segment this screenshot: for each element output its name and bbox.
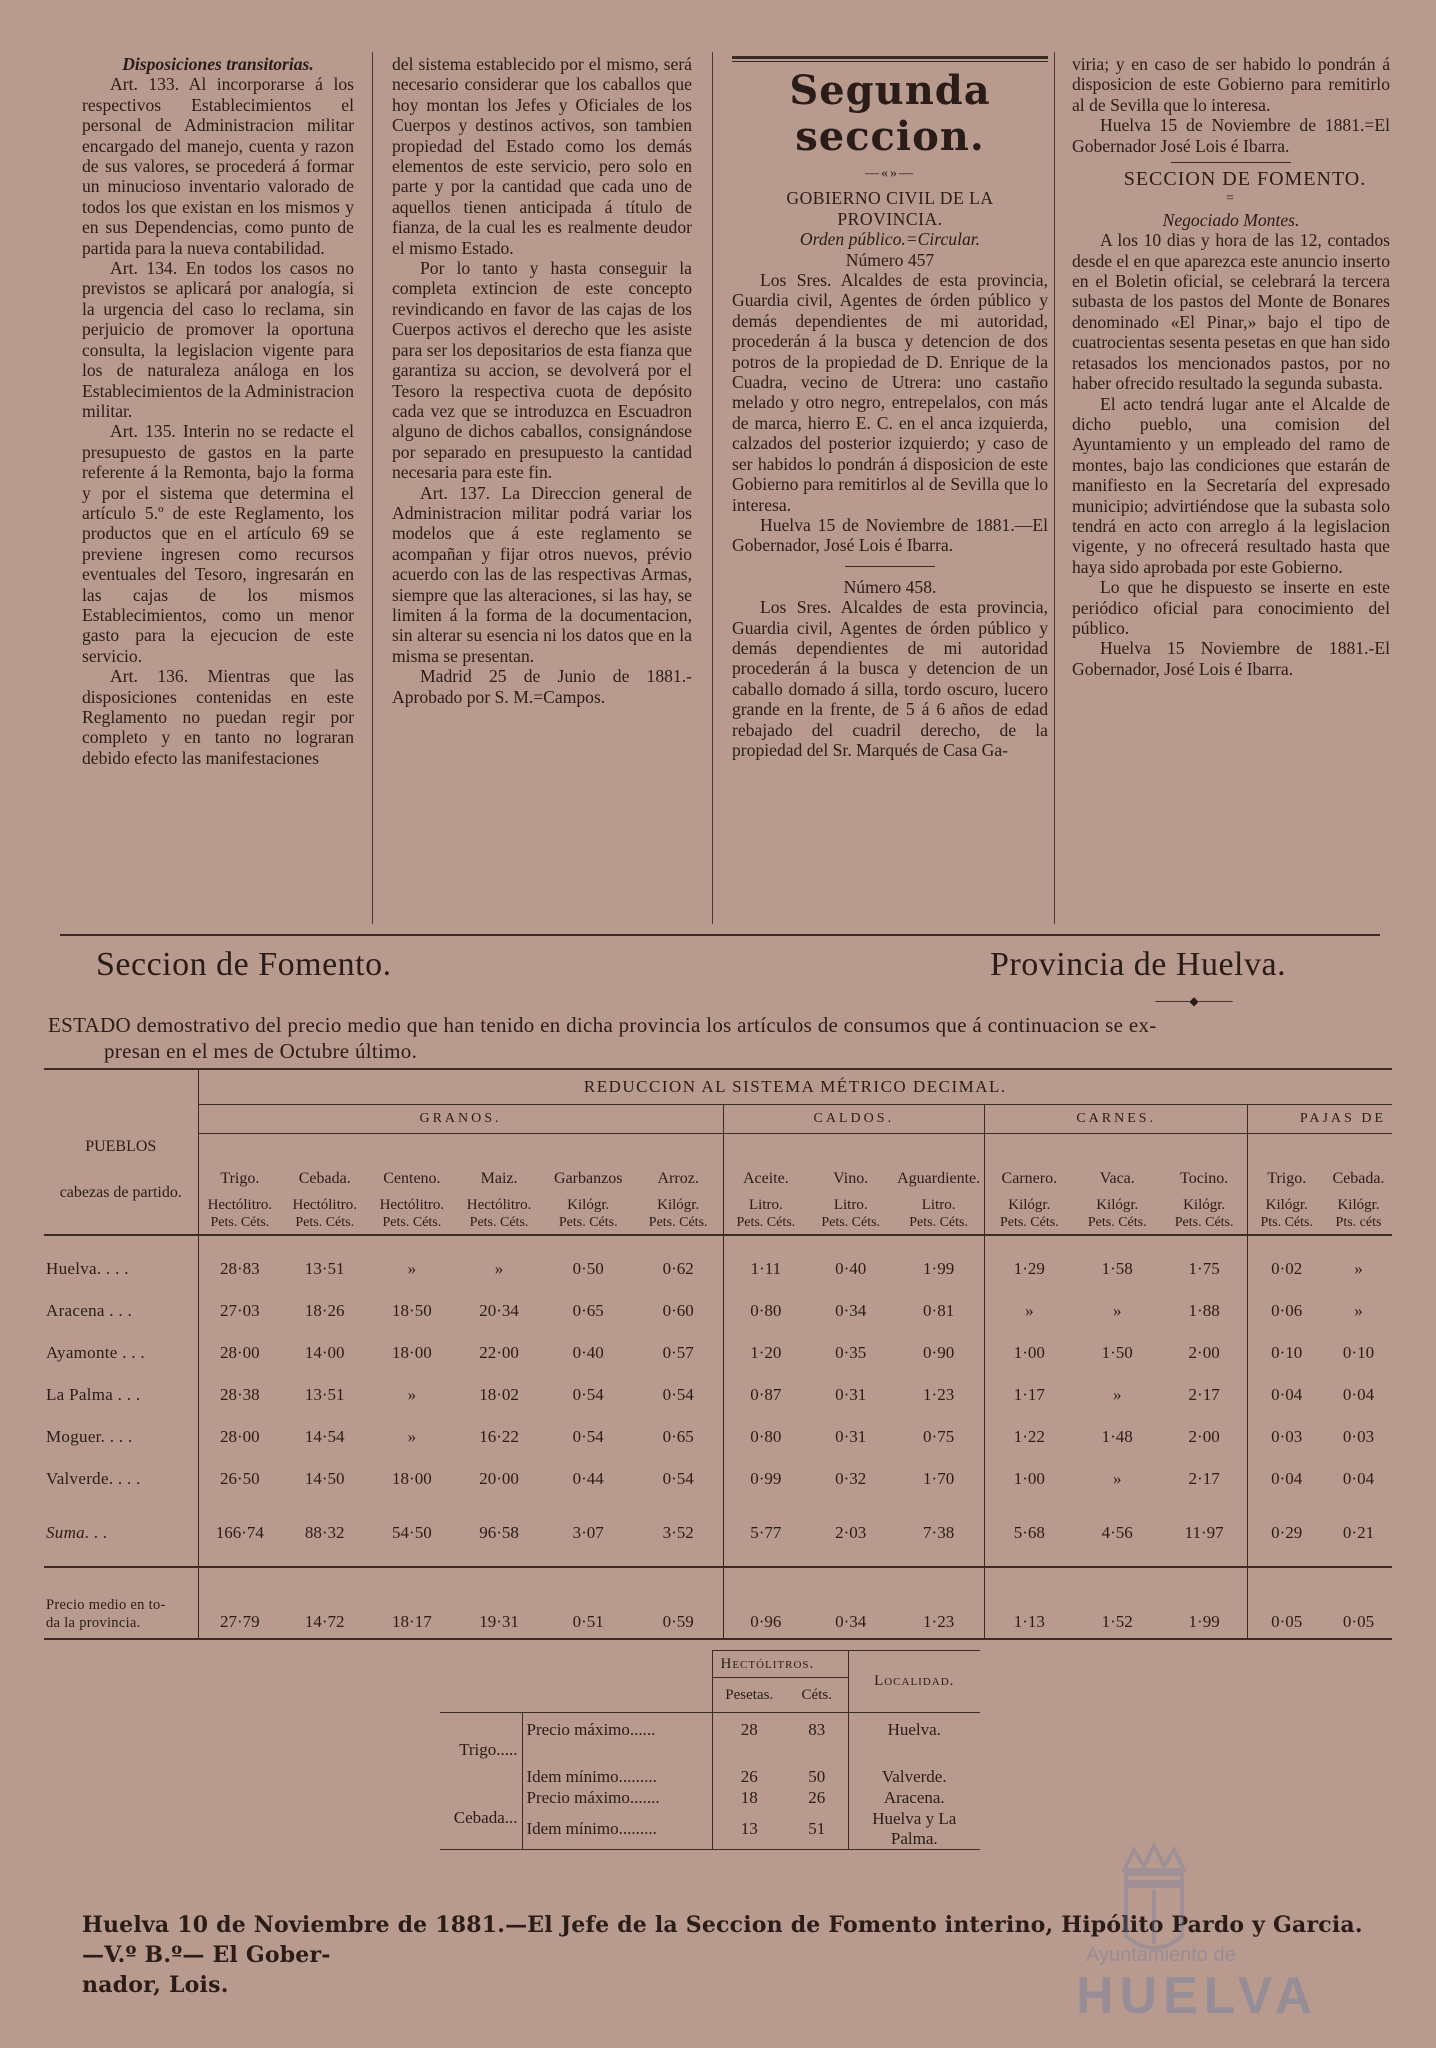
max-min-table xyxy=(440,1650,980,1850)
table-cell: 0·34 xyxy=(835,1301,867,1320)
table-cell: 18·17 xyxy=(392,1612,432,1631)
table-cell: 0·60 xyxy=(634,1290,723,1332)
table-cell: 0·80 xyxy=(750,1301,782,1320)
table-cell: » xyxy=(407,1385,417,1404)
table-cell: 166·74 xyxy=(215,1523,264,1542)
ornament: ────◆──── xyxy=(1155,994,1233,1008)
table-cell: 2·17 xyxy=(1161,1374,1248,1416)
column-name-row xyxy=(44,1134,1392,1195)
col2-paragraph: Art. 137. La Direccion general de Administracion militar podrá variar los modelos que á este reglamento se acompañan y fijar otros nuevos, prévio acuerdo con las de las respectivas Armas, siempre que las alteraciones, si las hay, se limiten á la forma de la documentacion, sin alterar su esencia ni los datos que en la misma se presentan. xyxy=(392,482,692,666)
col4-paragraph: Lo que he dispuesto se inserte en este periódico oficial para conocimiento del público. xyxy=(1072,577,1390,638)
table-cell: 18·00 xyxy=(392,1343,432,1362)
col4-date: Huelva 15 Noviembre de 1881.-El Gobernador, José Lois é Ibarra. xyxy=(1072,638,1390,679)
table-cell: 1·23 xyxy=(893,1567,984,1639)
table-cell: 0·34 xyxy=(835,1612,867,1631)
table-cell: 1·13 xyxy=(1013,1612,1045,1631)
column-unit xyxy=(281,1194,368,1235)
max-min-grid xyxy=(440,1650,980,1850)
unit-label: Pets. Céts. xyxy=(909,1215,968,1230)
table-cell: 96·58 xyxy=(479,1523,519,1542)
group-caldos: CALDOS. xyxy=(723,1105,984,1134)
small-cell xyxy=(848,1809,980,1850)
column-2 xyxy=(392,54,692,924)
trigo-label: Trigo..... xyxy=(459,1740,518,1759)
row-label: Valverde. . . . xyxy=(44,1458,198,1500)
table-cell: 1·52 xyxy=(1101,1612,1133,1631)
column-divider xyxy=(712,52,713,924)
unit-label: Litro. xyxy=(921,1197,956,1213)
table-cell: 0·21 xyxy=(1342,1523,1375,1542)
small-cell: 26 xyxy=(786,1787,848,1809)
table-cell: 5·77 xyxy=(750,1523,782,1542)
table-cell: 0·44 xyxy=(572,1469,604,1488)
table-cell: 13·51 xyxy=(304,1259,345,1278)
unit-label: Kilógr. xyxy=(1096,1197,1139,1213)
column-unit xyxy=(893,1194,984,1235)
unit-label: Litro. xyxy=(833,1197,868,1213)
localidad-header: Localidad. xyxy=(848,1651,980,1713)
row-label-line: da la provincia. xyxy=(46,1615,141,1631)
table-cell: 14·00 xyxy=(304,1343,345,1362)
small-cell: 83 xyxy=(786,1713,848,1748)
table-header-row xyxy=(44,1069,1392,1105)
numero-heading: Número 457 xyxy=(845,249,935,270)
table-cell: 0·81 xyxy=(893,1290,984,1332)
table-cell: 54·50 xyxy=(392,1523,432,1542)
column-header: Vaca. xyxy=(1099,1170,1135,1187)
table-row xyxy=(44,1374,1392,1416)
table-cell: 18·02 xyxy=(479,1385,519,1404)
table-cell: 0·03 xyxy=(1271,1427,1303,1446)
table-cell: 7·38 xyxy=(893,1500,984,1567)
group-carnes: CARNES. xyxy=(984,1105,1248,1134)
small-cell: 50 xyxy=(786,1747,848,1787)
table-cell: 28·83 xyxy=(220,1259,260,1278)
pueblos-label: PUEBLOS xyxy=(85,1138,157,1155)
cebada-label: Cebada... xyxy=(453,1808,518,1827)
small-cell: 18 xyxy=(712,1787,786,1809)
table-cell: » xyxy=(1112,1301,1122,1320)
rule xyxy=(732,56,1048,59)
column-1 xyxy=(82,54,354,924)
column-header: Vino. xyxy=(833,1170,869,1187)
table-cell: 1·11 xyxy=(750,1259,782,1278)
table-cell: 0·31 xyxy=(835,1427,867,1446)
table-cell: 0·99 xyxy=(750,1469,782,1488)
column-unit-row xyxy=(44,1194,1392,1235)
column-unit xyxy=(1161,1194,1248,1235)
estado-heading xyxy=(48,1012,1388,1064)
column-unit xyxy=(634,1194,723,1235)
unit-label: Pts. céts xyxy=(1335,1215,1382,1230)
unit-label: Pets. Céts. xyxy=(558,1215,618,1230)
table-cell: 14·72 xyxy=(304,1612,345,1631)
unit-label: Hectólitro. xyxy=(379,1197,445,1213)
rule xyxy=(845,566,935,567)
column-4 xyxy=(1072,54,1390,924)
table-cell: 0·51 xyxy=(572,1612,604,1631)
column-unit xyxy=(808,1194,893,1235)
estado-line: presan en el mes de Octubre último. xyxy=(104,1039,418,1063)
table-cell: 2·00 xyxy=(1161,1332,1248,1374)
row-label: Moguer. . . . xyxy=(44,1416,198,1458)
pueblos-label: cabezas de partido. xyxy=(59,1184,182,1201)
column-header: Cebada. xyxy=(1332,1170,1385,1187)
column-header: Trigo. xyxy=(220,1170,260,1187)
table-cell: 0·05 xyxy=(1342,1612,1375,1631)
unit-label: Pets. Céts. xyxy=(210,1215,270,1230)
table-cell: 0·10 xyxy=(1342,1343,1375,1362)
col1-paragraph: Art. 135. Interin no se redacte el presupuesto de gastos en la parte referente á la Remonta, bajo la forma y por el sistema que determina el artículo 5.º de este Reglamento, los productos que en el artículo 69 se previene ingresen como recursos eventuales del Tesoro, ingresarán en las cajas de los mismos Establecimientos, como un menor gasto para la ejecucion de este servicio. xyxy=(82,421,354,666)
col1-paragraph: Art. 133. Al incorporarse á los respectivos Establecimientos el personal de Administracion militar encargado del manejo, cuenta y razon de sus valores, se procederá á formar un minucioso inventario valorado de todos los que existan en los mismos y en sus Dependencias, como punto de partida para la nueva contabilidad. xyxy=(82,74,354,258)
col3-paragraph: Los Sres. Alcaldes de esta provincia, Guardia civil, Agentes de órden público y demás dependientes de mi autoridad procederán á la busca y detencion de un caballo domado á silla, tordo oscuro, lucero grande en la frente, de 5 á 6 años de edad rebajado del cuadril derecho, de la propiedad del Sr. Marqués de Casa Ga- xyxy=(732,597,1048,760)
footer-line: Huelva 10 de Noviembre de 1881.—El Jefe de la Seccion de Fomento interino, Hipólito Pardo y Garcia.—V.º B.º— El Gober- xyxy=(82,1912,1363,1968)
col2-paragraph: Madrid 25 de Junio de 1881.-Aprobado por S. M.=Campos. xyxy=(392,666,692,707)
small-cell: Aracena. xyxy=(883,1788,945,1807)
unit-label: Kilógr. xyxy=(657,1197,700,1213)
unit-label: Pets. Céts. xyxy=(648,1215,708,1230)
table-cell: 1·58 xyxy=(1101,1259,1133,1278)
table-cell: 5·68 xyxy=(1013,1523,1045,1542)
col4-paragraph: viria; y en caso de ser habido lo pondrán á disposicion de este Gobierno para remitirlo al de Sevilla que lo interesa. xyxy=(1072,54,1390,115)
table-cell: 1·00 xyxy=(1013,1343,1045,1362)
table-cell: 0·62 xyxy=(634,1235,723,1290)
hectolitros-header: Hectólitros. xyxy=(712,1651,848,1678)
column-header: Centeno. xyxy=(383,1170,441,1187)
table-cell: 18·26 xyxy=(304,1301,345,1320)
table-cell: 22·00 xyxy=(479,1343,519,1362)
table-cell: 0·06 xyxy=(1271,1301,1303,1320)
table-cell: 0·04 xyxy=(1271,1469,1303,1488)
column-header: Garbanzos xyxy=(554,1170,623,1187)
max-label: Precio máximo....... xyxy=(522,1787,712,1809)
seccion-fomento-heading: SECCION DE FOMENTO. xyxy=(1123,168,1367,191)
unit-label: Kilógr. xyxy=(567,1197,610,1213)
max-label: Precio máximo...... xyxy=(522,1713,712,1748)
section-rule xyxy=(60,934,1380,936)
table-cell: 11·97 xyxy=(1161,1500,1248,1567)
table-group-row xyxy=(44,1105,1392,1134)
unit-label: Kilógr. xyxy=(1008,1197,1051,1213)
table-cell: 1·23 xyxy=(893,1374,984,1416)
table-cell: 14·50 xyxy=(304,1469,345,1488)
watermark-subtitle: Ayuntamiento de xyxy=(1086,1944,1236,1966)
table-cell: 1·17 xyxy=(1013,1385,1045,1404)
small-cell: 51 xyxy=(786,1809,848,1850)
unit-label: Kilógr. xyxy=(1183,1197,1226,1213)
table-cell: 0·65 xyxy=(634,1416,723,1458)
table-cell: 1·48 xyxy=(1101,1427,1133,1446)
table-row xyxy=(44,1567,1392,1639)
table-cell: 0·87 xyxy=(750,1385,782,1404)
table-cell: » xyxy=(494,1259,504,1278)
table-cell: 0·04 xyxy=(1271,1385,1303,1404)
table-cell: 0·02 xyxy=(1271,1259,1303,1278)
cents-header: Céts. xyxy=(786,1678,848,1713)
unit-label: Hectólitro. xyxy=(466,1197,532,1213)
table-cell: 13·51 xyxy=(304,1385,345,1404)
table-cell: 0·75 xyxy=(893,1416,984,1458)
seccion-fomento-title: Seccion de Fomento. xyxy=(96,946,392,983)
table-cell: 0·32 xyxy=(835,1469,867,1488)
row-label: Ayamonte . . . xyxy=(44,1332,198,1374)
table-cell: » xyxy=(1025,1301,1034,1320)
table-cell: 2·17 xyxy=(1161,1458,1248,1500)
column-header: Tocino. xyxy=(1161,1134,1248,1195)
table-cell: 0·50 xyxy=(572,1259,604,1278)
column-unit xyxy=(1074,1194,1161,1235)
table-cell: 0·90 xyxy=(893,1332,984,1374)
column-unit xyxy=(1325,1194,1392,1235)
table-cell: 27·03 xyxy=(220,1301,260,1320)
table-cell: 4·56 xyxy=(1101,1523,1133,1542)
table-cell: 0·40 xyxy=(572,1343,604,1362)
col1-paragraph: Art. 134. En todos los casos no previstos se aplicará por analogía, si la urgencia del caso lo reclama, sin perjuicio de promover la oportuna consulta, la legislacion vigente para los de naturaleza análoga en los Establecimientos de la Administracion militar. xyxy=(82,258,354,421)
table-cell: 28·38 xyxy=(220,1385,260,1404)
table-cell: 3·52 xyxy=(634,1500,723,1567)
table-cell: 0·59 xyxy=(634,1567,723,1639)
table-cell: 0·57 xyxy=(634,1332,723,1374)
small-cell: Huelva. xyxy=(887,1720,941,1739)
table-cell: 1·29 xyxy=(1013,1259,1045,1278)
column-unit xyxy=(984,1194,1073,1235)
table-cell: 18·50 xyxy=(392,1301,432,1320)
table-cell: 0·35 xyxy=(835,1343,867,1362)
orden-heading: Orden público.=Circular. xyxy=(799,229,981,250)
row-label: Aracena . . . xyxy=(44,1290,198,1332)
unit-label: Pets. Céts. xyxy=(999,1215,1059,1230)
column-unit xyxy=(543,1194,634,1235)
table-cell: 2·03 xyxy=(835,1523,867,1542)
small-header-row xyxy=(440,1651,980,1678)
min-label: Idem mínimo......... xyxy=(522,1809,712,1850)
table-cell: » xyxy=(407,1427,417,1446)
ornament: —«»— xyxy=(865,166,915,181)
rule xyxy=(732,61,1048,62)
row-label: Suma. . . xyxy=(44,1500,198,1567)
numero-heading: Número 458. xyxy=(843,576,937,597)
gobierno-heading: GOBIERNO CIVIL DE LA PROVINCIA. xyxy=(786,188,994,229)
segunda-seccion-title: Segunda seccion. xyxy=(789,67,991,160)
table-cell: » xyxy=(1354,1301,1363,1320)
table-cell: 1·88 xyxy=(1161,1290,1248,1332)
table-cell: 1·75 xyxy=(1161,1235,1248,1290)
price-table-grid xyxy=(44,1068,1392,1640)
col4-date: Huelva 15 de Noviembre de 1881.=El Gobernador José Lois é Ibarra. xyxy=(1072,115,1390,156)
pesetas-header: Pesetas. xyxy=(712,1678,786,1713)
reduccion-heading: REDUCCION AL SISTEMA MÉTRICO DECIMAL. xyxy=(198,1069,1392,1105)
column-header: Aceite. xyxy=(742,1170,789,1187)
table-cell: 0·96 xyxy=(750,1612,782,1631)
column-header: Trigo. xyxy=(1267,1170,1307,1187)
column-divider xyxy=(372,52,373,924)
column-3 xyxy=(732,54,1048,924)
table-cell: 0·10 xyxy=(1271,1343,1303,1362)
unit-label: Pets. Céts. xyxy=(469,1215,529,1230)
table-cell: 0·04 xyxy=(1342,1469,1375,1488)
column-unit xyxy=(368,1194,455,1235)
table-cell: » xyxy=(407,1259,417,1278)
unit-label: Kilógr. xyxy=(1265,1197,1308,1213)
footer-line: nador, Lois. xyxy=(82,1972,229,1998)
small-cell: 28 xyxy=(712,1713,786,1748)
table-cell: 88·32 xyxy=(304,1523,345,1542)
table-cell: 1·70 xyxy=(893,1458,984,1500)
group-granos: GRANOS. xyxy=(198,1105,723,1134)
min-label: Idem mínimo......... xyxy=(522,1747,712,1787)
table-cell: 0·54 xyxy=(572,1385,604,1404)
table-cell: 14·54 xyxy=(304,1427,345,1446)
table-cell: 1·99 xyxy=(893,1235,984,1290)
column-unit xyxy=(723,1194,808,1235)
table-cell: 26·50 xyxy=(220,1469,260,1488)
table-row xyxy=(44,1290,1392,1332)
unit-label: Hectólitro. xyxy=(207,1197,273,1213)
rule xyxy=(1171,162,1291,163)
localidad-text: Huelva y La xyxy=(872,1809,957,1828)
estado-line: ESTADO demostrativo del precio medio que han tenido en dicha provincia los artículos de consumos que á continuacion se ex- xyxy=(48,1013,1157,1037)
localidad-text: Palma. xyxy=(890,1829,938,1848)
table-row xyxy=(44,1332,1392,1374)
table-cell: 16·22 xyxy=(479,1427,519,1446)
small-row xyxy=(440,1787,980,1809)
table-cell: 3·07 xyxy=(572,1523,604,1542)
table-cell: 1·99 xyxy=(1161,1567,1248,1639)
price-table xyxy=(44,1068,1392,1640)
table-cell: 18·00 xyxy=(392,1469,432,1488)
watermark-title: HUELVA xyxy=(1076,1967,1319,2025)
table-cell: 28·00 xyxy=(220,1343,260,1362)
table-cell: 0·05 xyxy=(1271,1612,1303,1631)
column-header: Carnero. xyxy=(1001,1170,1058,1187)
small-cell: 26 xyxy=(712,1747,786,1787)
table-cell: 0·54 xyxy=(634,1458,723,1500)
table-row xyxy=(44,1458,1392,1500)
column-header: Arroz. xyxy=(634,1134,723,1195)
col2-paragraph: del sistema establecido por el mismo, será necesario considerar que los caballos que hoy montan los Jefes y Oficiales de los Cuerpos y destinos activos, son tambien propiedad del Estado como los demás elementos de este servicio, pero solo en parte y por la cantidad que cada uno de aquellos tienen anticipada á título de fianza, de la cual les es realmente deudor el mismo Estado. xyxy=(392,54,692,258)
small-cell: Valverde. xyxy=(881,1767,947,1786)
table-cell: 0·40 xyxy=(835,1259,867,1278)
table-cell: » xyxy=(1354,1259,1363,1278)
table-cell: » xyxy=(1112,1385,1122,1404)
small-row xyxy=(440,1713,980,1748)
table-cell: 20·00 xyxy=(479,1469,519,1488)
unit-label: Pets. Céts. xyxy=(382,1215,442,1230)
unit-label: Pets. Céts. xyxy=(1174,1215,1234,1230)
col2-paragraph: Por lo tanto y hasta conseguir la completa extincion de este concepto revindicando en favor de las cajas de los Cuerpos activos el derecho que les asiste para ser los depositarios de esta fianza que garantiza su accion, se devolverá por el Tesoro la respectiva cuota de depósito cada vez que se introduzca en Escuadron alguno de dichos caballos, consignándose por separado en presupuesto la cantidad necesaria para este fin. xyxy=(392,258,692,483)
column-divider xyxy=(1054,52,1055,924)
table-cell: 2·00 xyxy=(1161,1416,1248,1458)
column-unit xyxy=(455,1194,542,1235)
unit-label: Litro. xyxy=(748,1197,783,1213)
table-cell: 1·50 xyxy=(1101,1343,1133,1362)
col1-title: Disposiciones transitorias. xyxy=(122,54,314,74)
unit-label: Kilógr. xyxy=(1337,1197,1380,1213)
table-cell: 0·03 xyxy=(1342,1427,1375,1446)
table-cell: 0·54 xyxy=(634,1374,723,1416)
table-cell: 1·22 xyxy=(1013,1427,1045,1446)
table-cell: 28·00 xyxy=(220,1427,260,1446)
pueblos-header xyxy=(44,1069,198,1235)
table-cell: 0·80 xyxy=(750,1427,782,1446)
table-cell: 0·54 xyxy=(572,1427,604,1446)
table-cell: 1·00 xyxy=(1013,1469,1045,1488)
table-cell: 20·34 xyxy=(479,1301,519,1320)
table-cell: » xyxy=(1112,1469,1122,1488)
table-row xyxy=(44,1500,1392,1567)
table-cell: 19·31 xyxy=(479,1612,519,1631)
table-cell: 1·20 xyxy=(750,1343,782,1362)
table-cell: 0·04 xyxy=(1342,1385,1375,1404)
negociado-heading: Negociado Montes. xyxy=(1162,209,1300,230)
table-cell: 0·31 xyxy=(835,1385,867,1404)
table-cell: 27·79 xyxy=(220,1612,260,1631)
column-header: Maiz. xyxy=(480,1170,518,1187)
row-label: La Palma . . . xyxy=(44,1374,198,1416)
row-label-line: Precio medio en to- xyxy=(46,1597,166,1613)
col4-paragraph: El acto tendrá lugar ante el Alcalde de dicho pueblo, una comision del Ayuntamiento y un empleado del ramo de montes, bajo las condiciones que estarán de manifiesto en la Secretaría del expresado municipio; advirtiéndose que la subasta solo tendrá en acto con arreglo á la legislacion vigente, y no ofrecerá resultado hasta que haya sido aprobada por este Gobierno. xyxy=(1072,393,1390,577)
column-unit xyxy=(1248,1194,1325,1235)
column-unit xyxy=(198,1194,281,1235)
ornament: = xyxy=(1226,191,1236,207)
col3-date: Huelva 15 de Noviembre de 1881.—El Gobernador, José Lois é Ibarra. xyxy=(732,514,1048,556)
column-header: Cebada. xyxy=(298,1170,351,1187)
group-pajas: PAJAS DE xyxy=(1248,1105,1392,1134)
col1-paragraph: Art. 136. Mientras que las disposiciones contenidas en este Reglamento no puedan regir por completo y en tanto no lograran debido efecto las manifestaciones xyxy=(82,666,354,768)
row-label xyxy=(44,1567,198,1639)
unit-label: Pets. Céts. xyxy=(1087,1215,1147,1230)
col4-paragraph: A los 10 dias y hora de las 12, contados desde el en que aparezca este anuncio inserto en el Boletin oficial, se celebrará la tercera subasta de los pastos del Monte de Bonares denominado «El Pinar,» bajo el tipo de cuatrocientas sesenta pesetas en que han sido retasados los mencionados pastos, por no haber ofrecido resultado la segunda subasta. xyxy=(1072,230,1390,394)
col3-paragraph: Los Sres. Alcaldes de esta provincia, Guardia civil, Agentes de órden público y demás dependientes de mi autoridad, procederán á la busca y detencion de dos potros de la propiedad de D. Enrique de la Cuadra, vecino de Utrera: uno castaño melado y otro negro, entrepelalos, con más de marca, hierro E. C. en el anca izquierda, calzados del posterior izquierdo; y caso de ser habidos lo pondrán á disposicion de este Gobierno para remitirlos al de Sevilla que lo interesa. xyxy=(732,270,1048,515)
table-cell: 0·65 xyxy=(572,1301,604,1320)
unit-label: Pets. Céts. xyxy=(821,1215,881,1230)
small-cell: 13 xyxy=(712,1809,786,1850)
table-row xyxy=(44,1235,1392,1290)
unit-label: Pets. Céts. xyxy=(295,1215,355,1230)
table-cell: 0·29 xyxy=(1271,1523,1303,1542)
unit-label: Hectólitro. xyxy=(292,1197,358,1213)
table-body xyxy=(44,1235,1392,1639)
provincia-title: Provincia de Huelva. xyxy=(990,946,1287,983)
column-header: Aguardiente. xyxy=(893,1134,984,1195)
row-label: Huelva. . . . xyxy=(44,1235,198,1290)
table-row xyxy=(44,1416,1392,1458)
unit-label: Pets. Céts. xyxy=(736,1215,796,1230)
unit-label: Pts. Céts. xyxy=(1260,1215,1313,1230)
